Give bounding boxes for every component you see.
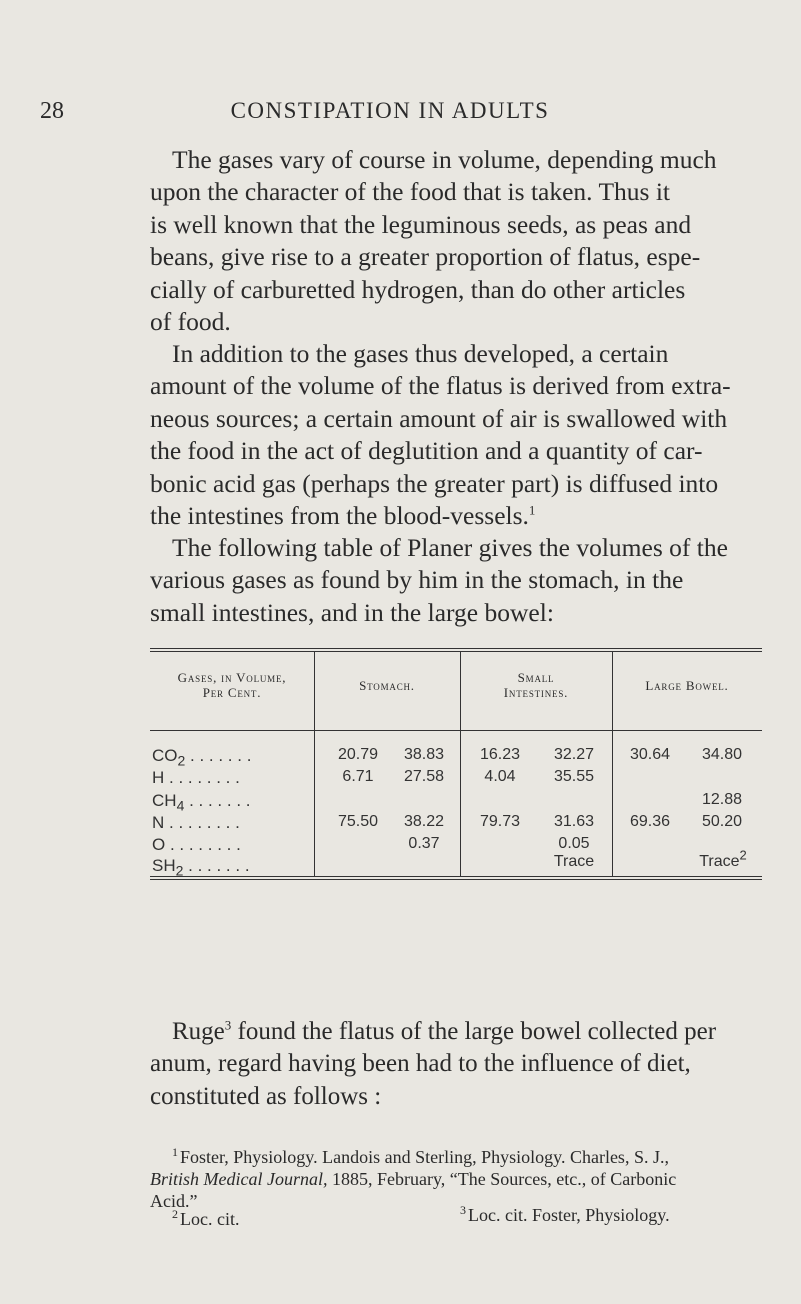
running-title: CONSTIPATION IN ADULTS [230,98,550,123]
table-cell: 35.55 [553,768,595,785]
table-cell: Trace$^2$ [699,847,747,870]
table-cell: 75.50 [337,813,379,830]
footnote-mark: 3 [224,1017,232,1033]
gas-name: $CO_2$ . . . . . . . [152,746,252,769]
paragraph-1 [150,144,762,338]
table-cell: 4.04 [484,768,516,785]
gas-name: $CH_4$ . . . . . . . [152,791,251,814]
table-cell: 69.36 [629,813,671,830]
text-line: is well known that the leguminous seeds, as peas and [150,209,692,239]
text-line: amount of the volume of the flatus is derived from extra- [150,371,731,401]
header-small-intestines [460,670,612,700]
table-cell: 31.63 [553,813,595,830]
text-line: The following table of Planer gives the volumes of the [172,533,728,562]
text-line: various gases as found by him in the stomach, in the [150,565,684,595]
footnote-1-cont: Acid.” [150,1191,198,1211]
table-cell: 79.73 [479,813,521,830]
header-gases [150,670,314,700]
footnote-mark: 1 [528,502,536,518]
text-line: beans, give rise to a greater proportion of flatus, espe- [150,242,701,272]
table-cell: 12.88 [701,791,743,808]
text-line: found the flatus of the large bowel collected per [231,1018,717,1045]
text-line: anum, regard having been had to the influence of diet, [150,1050,691,1078]
footnote-1-cont: British Medical Journal, 1885, February, “The Sources, etc., of Carbonic [150,1169,677,1189]
footnote-2-3-line [168,1203,788,1234]
table-cell: 27.58 [403,768,445,785]
table-bottom-rule [150,879,762,880]
table-cell: 38.83 [403,746,445,763]
table-cell: 34.80 [701,746,743,763]
page-header [40,98,740,132]
table-cell: 50.20 [701,813,743,830]
text-line: constituted as follows : [150,1082,382,1110]
table-cell: 6.71 [342,768,374,785]
header-line: Intestines. [503,685,569,700]
author-name: Ruge [172,1018,225,1045]
footnotes [150,1145,788,1234]
table-cell: 38.22 [403,813,445,830]
text-line: the intestines from the blood-vessels. [150,501,529,531]
table-top-rule [150,651,762,652]
table-top-rule [150,648,762,649]
footnote-3: $^3$ Loc. cit. Foster, Physiology. [460,1203,670,1225]
text-line: of food. [150,307,231,337]
journal-title: British Medical Journal, [150,1169,328,1189]
footnote-2: $^2$ Loc. cit. [172,1207,240,1229]
header-rule [150,730,762,731]
gas-name: N . . . . . . . . [152,813,240,832]
text-line: the food in the act of deglutition and a quantity of car- [150,436,703,466]
gas-name: H . . . . . . . . [152,768,240,787]
header-stomach: Stomach. [359,678,415,693]
text-line: The gases vary of course in volume, depending much [172,145,717,174]
table-cell: 30.64 [629,746,671,763]
text-line: bonic acid gas (perhaps the greater part) is diffused into [150,468,719,498]
page-number: 28 [40,98,64,124]
table-cell: 16.23 [479,746,521,763]
header-line: Per Cent. [202,685,262,700]
table-cell: 0.05 [558,835,590,852]
gas-volume-table [150,648,762,888]
text-line: neous sources; a certain amount of air is swallowed with [150,403,728,433]
table-cell: 32.27 [553,746,595,763]
table-bottom-rule [150,876,762,877]
paragraph-4 [150,1016,762,1113]
footnote-mark: 2 [739,847,747,863]
table-cell: 0.37 [408,835,440,852]
table-cell: 20.79 [337,746,379,763]
gas-name: $SH_2$ . . . . . . . [152,856,250,879]
gas-name: O . . . . . . . . [152,835,241,854]
paragraph-2 [150,338,762,532]
table-cell: Trace [553,853,595,870]
footnote-1: $^1$ Foster, Physiology. Landois and Sterling, Physiology. Charles, S. J., [172,1145,669,1167]
header-line: Small [517,670,555,685]
header-line: Gases, in Volume, [177,670,287,685]
text-line: small intestines, and in the large bowel: [150,597,554,627]
text-line: In addition to the gases thus developed, a certain [172,339,669,368]
header-large-bowel: Large Bowel. [645,678,729,693]
text-line: upon the character of the food that is taken. Thus it [150,177,670,207]
paragraph-3 [150,532,762,629]
text-line: cially of carburetted hydrogen, than do other articles [150,274,686,304]
